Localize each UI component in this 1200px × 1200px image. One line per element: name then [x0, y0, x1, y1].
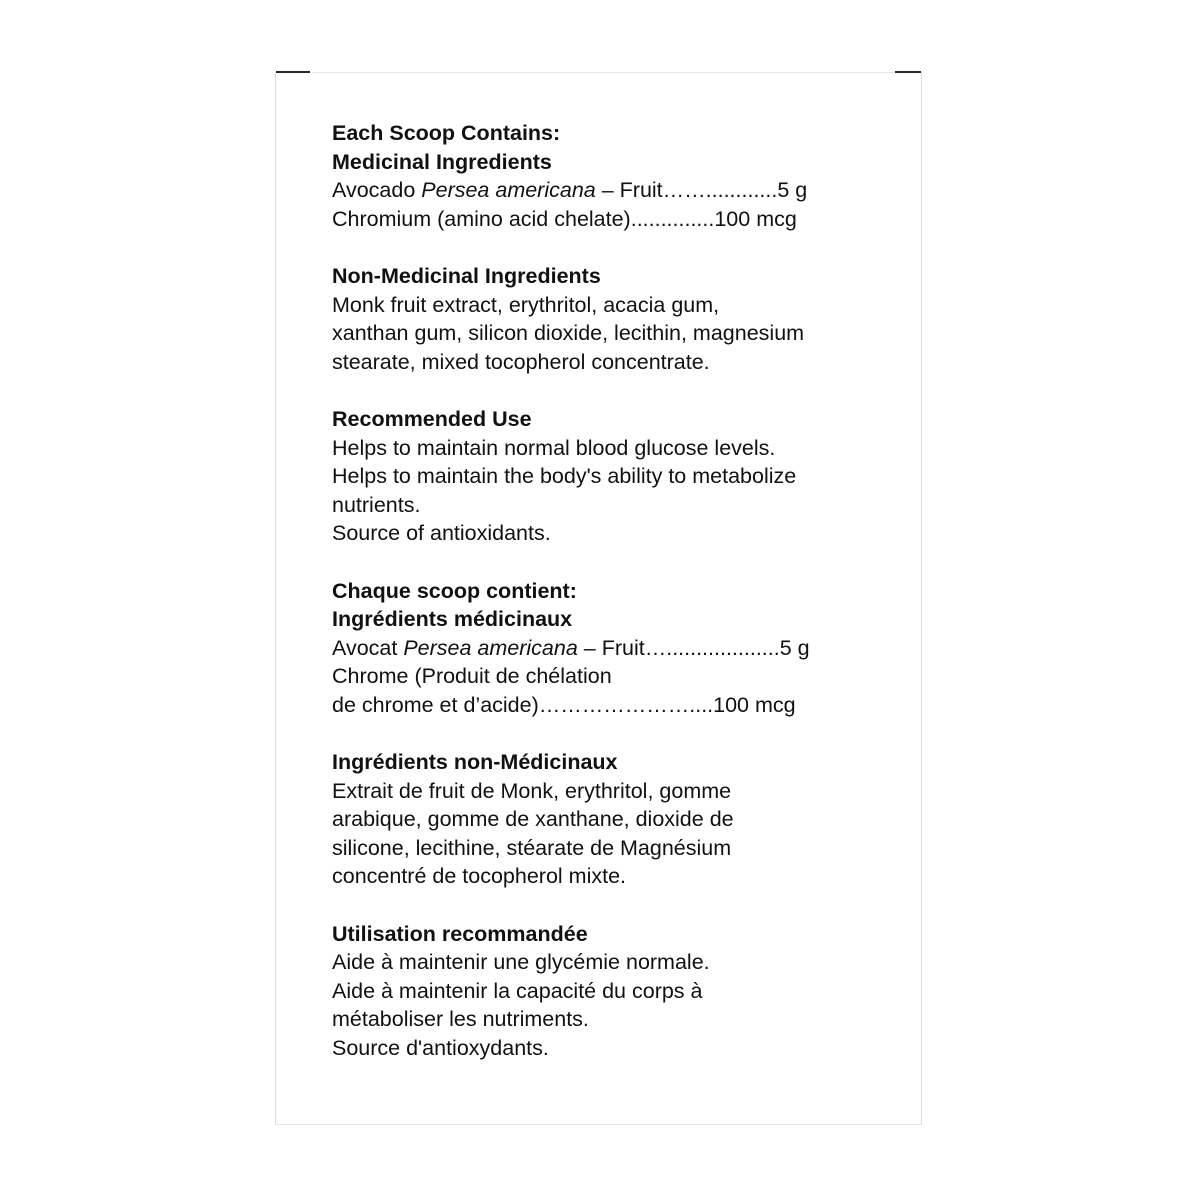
en-recommended-heading: Recommended Use	[332, 406, 532, 431]
en-non-medicinal-line: stearate, mixed tocopherol concentrate.	[332, 349, 710, 374]
fr-non-medicinal-line: Extrait de fruit de Monk, erythritol, gomme	[332, 778, 732, 803]
en-contains-heading: Each Scoop Contains:	[332, 121, 561, 145]
en-recommended-line: Helps to maintain the body's ability to metabolize	[332, 464, 797, 489]
fr-recommended-heading: Utilisation recommandée	[332, 921, 588, 946]
fr-non-medicinal-line: silicone, lecithine, stéarate de Magnésium	[332, 835, 732, 860]
fr-contains-heading: Chaque scoop contient:	[332, 578, 577, 603]
en-medicinal-section	[332, 119, 892, 233]
fr-recommended-line: Aide à maintenir une glycémie normale.	[332, 950, 710, 975]
en-medicinal-item-avocado	[332, 176, 892, 205]
label-panel	[275, 72, 922, 1125]
crop-mark-right	[895, 71, 921, 73]
en-medicinal-item-chromium: Chromium (amino acid chelate)..............100 mcg	[332, 206, 797, 231]
fr-non-medicinal-heading: Ingrédients non-Médicinaux	[332, 750, 618, 775]
fr-recommended-line: métaboliser les nutriments.	[332, 1007, 589, 1032]
fr-recommended-section	[332, 920, 892, 1063]
fr-medicinal-section	[332, 577, 892, 720]
fr-avocat-latin: Persea americana	[403, 635, 578, 660]
fr-non-medicinal-line: concentré de tocopherol mixte.	[332, 864, 626, 889]
fr-avocat-amount: – Fruit…...................5 g	[577, 635, 810, 660]
en-recommended-line: nutrients.	[332, 492, 421, 517]
en-non-medicinal-heading: Non-Medicinal Ingredients	[332, 263, 601, 288]
fr-medicinal-heading: Ingrédients médicinaux	[332, 607, 573, 632]
fr-medicinal-item-chrome-amount: de chrome et d’acide)…………………....100 mcg	[332, 692, 796, 717]
en-recommended-line: Helps to maintain normal blood glucose levels.	[332, 435, 776, 460]
fr-recommended-line: Aide à maintenir la capacité du corps à	[332, 978, 703, 1003]
en-non-medicinal-line: xanthan gum, silicon dioxide, lecithin, magnesium	[332, 321, 805, 346]
en-avocado-latin: Persea americana	[421, 178, 596, 203]
label-text	[332, 119, 892, 1091]
fr-non-medicinal-section	[332, 748, 892, 891]
en-avocado-name: Avocado	[332, 178, 422, 203]
fr-recommended-line: Source d'antioxydants.	[332, 1036, 549, 1060]
fr-medicinal-item-chrome: Chrome (Produit de chélation	[332, 664, 612, 689]
en-recommended-line: Source of antioxidants.	[332, 521, 551, 546]
en-recommended-section	[332, 405, 892, 548]
crop-mark-left	[276, 71, 310, 73]
fr-avocat-name: Avocat	[332, 635, 404, 660]
en-avocado-amount: – Fruit……............5 g	[595, 178, 808, 203]
fr-medicinal-item-avocat	[332, 634, 892, 663]
en-non-medicinal-line: Monk fruit extract, erythritol, acacia gum,	[332, 292, 720, 317]
en-non-medicinal-section	[332, 262, 892, 376]
fr-non-medicinal-line: arabique, gomme de xanthane, dioxide de	[332, 807, 734, 832]
en-medicinal-heading: Medicinal Ingredients	[332, 149, 552, 174]
